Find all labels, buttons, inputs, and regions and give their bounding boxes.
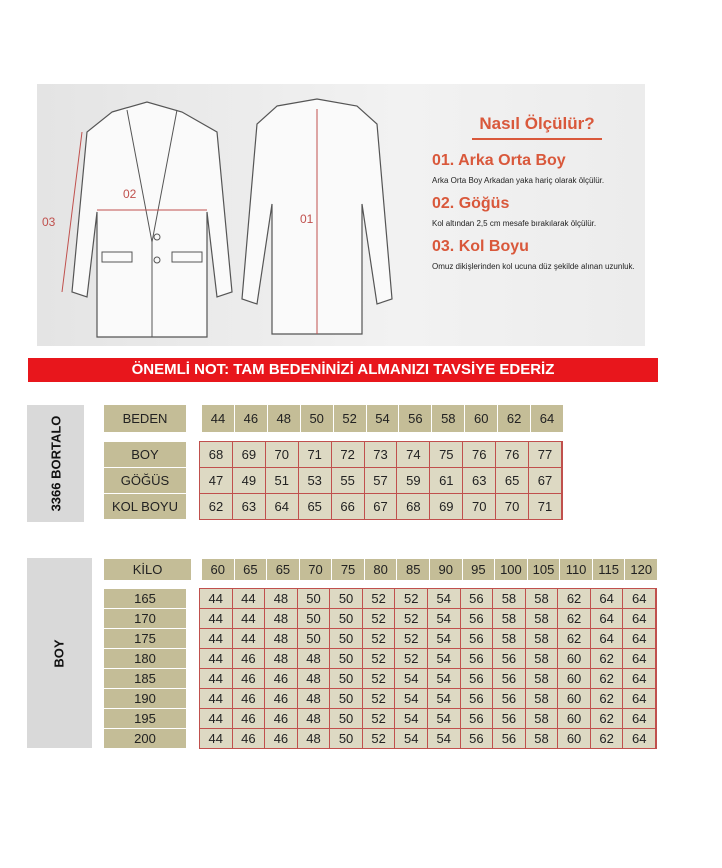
table-cell: 68 <box>397 494 430 520</box>
row-label: 185 <box>104 669 186 688</box>
weight-header-cell: 80 <box>364 559 397 580</box>
table-cell: 52 <box>363 609 396 629</box>
table-cell: 77 <box>529 442 562 468</box>
table-cell: 46 <box>233 689 266 709</box>
table-cell: 49 <box>233 468 266 494</box>
row-label: 165 <box>104 589 186 608</box>
weight-header-cell: 120 <box>624 559 657 580</box>
how-to-measure <box>432 114 647 271</box>
beden-header: BEDEN <box>104 405 186 432</box>
table-cell: 48 <box>265 649 298 669</box>
row-label: 170 <box>104 609 186 628</box>
row-label: 190 <box>104 689 186 708</box>
weight-header-cell: 65 <box>234 559 267 580</box>
table-cell: 54 <box>428 709 461 729</box>
table-cell: 62 <box>558 629 591 649</box>
table-cell: 57 <box>365 468 398 494</box>
table-cell: 44 <box>200 629 233 649</box>
row-label: KOL BOYU <box>104 494 186 519</box>
table-cell: 56 <box>461 649 494 669</box>
table-cell: 63 <box>233 494 266 520</box>
jacket-back-illustration <box>237 94 397 339</box>
table-cell: 44 <box>200 729 233 749</box>
table-cell: 56 <box>461 589 494 609</box>
table-cell: 56 <box>461 609 494 629</box>
boy-side-label: BOY <box>27 558 92 748</box>
table-cell: 50 <box>330 609 363 629</box>
table-cell: 60 <box>558 689 591 709</box>
weight-header-cell: 100 <box>494 559 527 580</box>
row-label: GÖĞÜS <box>104 468 186 493</box>
table-cell: 66 <box>332 494 365 520</box>
table-cell: 44 <box>233 629 266 649</box>
table-cell: 75 <box>430 442 463 468</box>
table-cell: 54 <box>395 689 428 709</box>
table-cell: 56 <box>461 669 494 689</box>
size-header-cell: 62 <box>497 405 530 432</box>
table-cell: 71 <box>529 494 562 520</box>
table-cell: 64 <box>266 494 299 520</box>
size-header-cell: 60 <box>464 405 497 432</box>
row-label: 195 <box>104 709 186 728</box>
weight-header-cell: 110 <box>559 559 592 580</box>
size-header-cell: 50 <box>300 405 333 432</box>
table-cell: 62 <box>591 689 624 709</box>
table-cell: 67 <box>365 494 398 520</box>
table-cell: 46 <box>265 669 298 689</box>
table-cell: 44 <box>200 669 233 689</box>
table-cell: 44 <box>200 589 233 609</box>
table-cell: 70 <box>463 494 496 520</box>
jacket-front-illustration <box>57 92 247 342</box>
table-cell: 46 <box>233 669 266 689</box>
table-cell: 62 <box>591 669 624 689</box>
row-label: 200 <box>104 729 186 748</box>
table-cell: 72 <box>332 442 365 468</box>
size-header-cell: 56 <box>398 405 431 432</box>
table-cell: 58 <box>526 589 559 609</box>
table-cell: 44 <box>200 609 233 629</box>
size-measurements-table <box>199 441 563 520</box>
table-cell: 52 <box>363 669 396 689</box>
table-cell: 50 <box>330 649 363 669</box>
table-cell: 69 <box>430 494 463 520</box>
table-cell: 50 <box>330 669 363 689</box>
table-cell: 64 <box>591 589 624 609</box>
size-header-cell: 58 <box>431 405 464 432</box>
table-cell: 48 <box>298 649 331 669</box>
weight-header-cell: 115 <box>592 559 625 580</box>
table-cell: 44 <box>233 609 266 629</box>
table-cell: 51 <box>266 468 299 494</box>
table-cell: 69 <box>233 442 266 468</box>
size-header-cell: 46 <box>234 405 267 432</box>
diagram-label-sleeve: 03 <box>42 215 56 229</box>
table-cell: 44 <box>233 589 266 609</box>
table-cell: 56 <box>493 669 526 689</box>
table-cell: 50 <box>330 629 363 649</box>
size-header-cell: 52 <box>333 405 366 432</box>
table-cell: 46 <box>233 649 266 669</box>
table-cell: 58 <box>526 609 559 629</box>
step-heading: 03. Kol Boyu <box>432 238 529 255</box>
step-heading: 02. Göğüs <box>432 195 510 212</box>
weight-header-cell: 65 <box>266 559 299 580</box>
weight-header-row <box>201 559 657 580</box>
table-cell: 62 <box>591 649 624 669</box>
table-cell: 62 <box>591 729 624 749</box>
table-cell: 64 <box>623 729 656 749</box>
table-cell: 52 <box>395 649 428 669</box>
table-cell: 74 <box>397 442 430 468</box>
table-cell: 52 <box>395 609 428 629</box>
table-cell: 54 <box>428 649 461 669</box>
diagram-label-chest: 02 <box>123 187 137 201</box>
table-cell: 48 <box>298 689 331 709</box>
table-cell: 52 <box>395 629 428 649</box>
table-cell: 54 <box>428 689 461 709</box>
table-cell: 46 <box>265 709 298 729</box>
table-cell: 62 <box>591 709 624 729</box>
table-cell: 56 <box>461 709 494 729</box>
size-fit-table <box>199 588 657 749</box>
important-notice: ÖNEMLİ NOT: TAM BEDENİNİZİ ALMANIZI TAVSİYE EDERİZ <box>28 358 658 382</box>
table-cell: 52 <box>363 709 396 729</box>
table-cell: 52 <box>363 589 396 609</box>
weight-header-cell: 85 <box>396 559 429 580</box>
size-header-cell: 54 <box>366 405 399 432</box>
table-cell: 48 <box>298 729 331 749</box>
table-cell: 68 <box>200 442 233 468</box>
table-cell: 56 <box>461 689 494 709</box>
table-cell: 64 <box>623 689 656 709</box>
table-cell: 50 <box>298 589 331 609</box>
table-cell: 54 <box>428 629 461 649</box>
weight-header-cell: 60 <box>201 559 234 580</box>
table-cell: 56 <box>461 629 494 649</box>
table-cell: 46 <box>233 729 266 749</box>
size-header-cell: 44 <box>201 405 234 432</box>
table-cell: 64 <box>591 609 624 629</box>
table-cell: 47 <box>200 468 233 494</box>
measurement-guide-image <box>37 84 645 346</box>
table-cell: 50 <box>330 689 363 709</box>
table-cell: 58 <box>526 709 559 729</box>
row-label: 175 <box>104 629 186 648</box>
table-cell: 58 <box>493 609 526 629</box>
table-cell: 52 <box>395 589 428 609</box>
table-cell: 63 <box>463 468 496 494</box>
table-cell: 50 <box>330 589 363 609</box>
table-cell: 64 <box>623 709 656 729</box>
table-cell: 60 <box>558 709 591 729</box>
step-desc: Omuz dikişlerinden kol ucuna düz şekilde alınan uzunluk. <box>432 262 635 271</box>
table-cell: 48 <box>298 669 331 689</box>
table-cell: 56 <box>493 709 526 729</box>
table-cell: 54 <box>428 609 461 629</box>
table-cell: 52 <box>363 649 396 669</box>
weight-header-cell: 95 <box>462 559 495 580</box>
table-cell: 44 <box>200 709 233 729</box>
table-cell: 48 <box>265 609 298 629</box>
table-cell: 64 <box>623 609 656 629</box>
table-cell: 54 <box>428 729 461 749</box>
step-desc: Kol altından 2,5 cm mesafe bırakılarak ölçülür. <box>432 219 597 228</box>
kilo-header: KİLO <box>104 559 191 580</box>
table-cell: 56 <box>493 729 526 749</box>
row-label: BOY <box>104 442 186 467</box>
table-cell: 48 <box>265 629 298 649</box>
table-cell: 52 <box>363 629 396 649</box>
table-cell: 76 <box>496 442 529 468</box>
table-cell: 64 <box>623 589 656 609</box>
table-cell: 65 <box>299 494 332 520</box>
table-cell: 58 <box>526 669 559 689</box>
table-cell: 76 <box>463 442 496 468</box>
table-cell: 60 <box>558 649 591 669</box>
table-cell: 62 <box>200 494 233 520</box>
table-cell: 48 <box>298 709 331 729</box>
how-to-title: Nasıl Ölçülür? <box>472 114 602 140</box>
table-cell: 52 <box>363 729 396 749</box>
table-cell: 62 <box>558 609 591 629</box>
table-cell: 54 <box>428 669 461 689</box>
table-cell: 67 <box>529 468 562 494</box>
diagram-label-back-length: 01 <box>300 212 314 226</box>
weight-header-cell: 90 <box>429 559 462 580</box>
table-cell: 64 <box>591 629 624 649</box>
table-cell: 54 <box>395 669 428 689</box>
table-cell: 52 <box>363 689 396 709</box>
step-desc: Arka Orta Boy Arkadan yaka hariç olarak ölçülür. <box>432 176 605 185</box>
table-cell: 64 <box>623 669 656 689</box>
table-cell: 61 <box>430 468 463 494</box>
size-header-row <box>201 405 563 432</box>
table-cell: 46 <box>265 729 298 749</box>
row-label: 180 <box>104 649 186 668</box>
table-cell: 64 <box>623 649 656 669</box>
weight-header-cell: 105 <box>527 559 560 580</box>
table-cell: 46 <box>233 709 266 729</box>
table-cell: 50 <box>298 609 331 629</box>
model-label: 3366 BORTALO <box>27 405 84 522</box>
table-cell: 70 <box>266 442 299 468</box>
table-cell: 50 <box>330 729 363 749</box>
table-cell: 50 <box>330 709 363 729</box>
table-cell: 58 <box>526 729 559 749</box>
table-cell: 55 <box>332 468 365 494</box>
table-cell: 54 <box>428 589 461 609</box>
table-cell: 65 <box>496 468 529 494</box>
weight-header-cell: 75 <box>331 559 364 580</box>
table-cell: 56 <box>461 729 494 749</box>
table-cell: 44 <box>200 649 233 669</box>
table-cell: 58 <box>526 649 559 669</box>
table-cell: 46 <box>265 689 298 709</box>
table-cell: 71 <box>299 442 332 468</box>
table-cell: 54 <box>395 709 428 729</box>
table-cell: 59 <box>397 468 430 494</box>
table-cell: 73 <box>365 442 398 468</box>
table-cell: 58 <box>493 629 526 649</box>
step-heading: 01. Arka Orta Boy <box>432 152 566 169</box>
table-cell: 60 <box>558 669 591 689</box>
table-cell: 56 <box>493 649 526 669</box>
table-cell: 50 <box>298 629 331 649</box>
table-cell: 44 <box>200 689 233 709</box>
weight-header-cell: 70 <box>299 559 332 580</box>
table-cell: 64 <box>623 629 656 649</box>
table-cell: 48 <box>265 589 298 609</box>
table-cell: 58 <box>493 589 526 609</box>
table-cell: 58 <box>526 689 559 709</box>
table-cell: 60 <box>558 729 591 749</box>
size-header-cell: 64 <box>530 405 563 432</box>
size-header-cell: 48 <box>267 405 300 432</box>
table-cell: 70 <box>496 494 529 520</box>
table-cell: 54 <box>395 729 428 749</box>
table-cell: 58 <box>526 629 559 649</box>
table-cell: 62 <box>558 589 591 609</box>
table-cell: 56 <box>493 689 526 709</box>
table-cell: 53 <box>299 468 332 494</box>
